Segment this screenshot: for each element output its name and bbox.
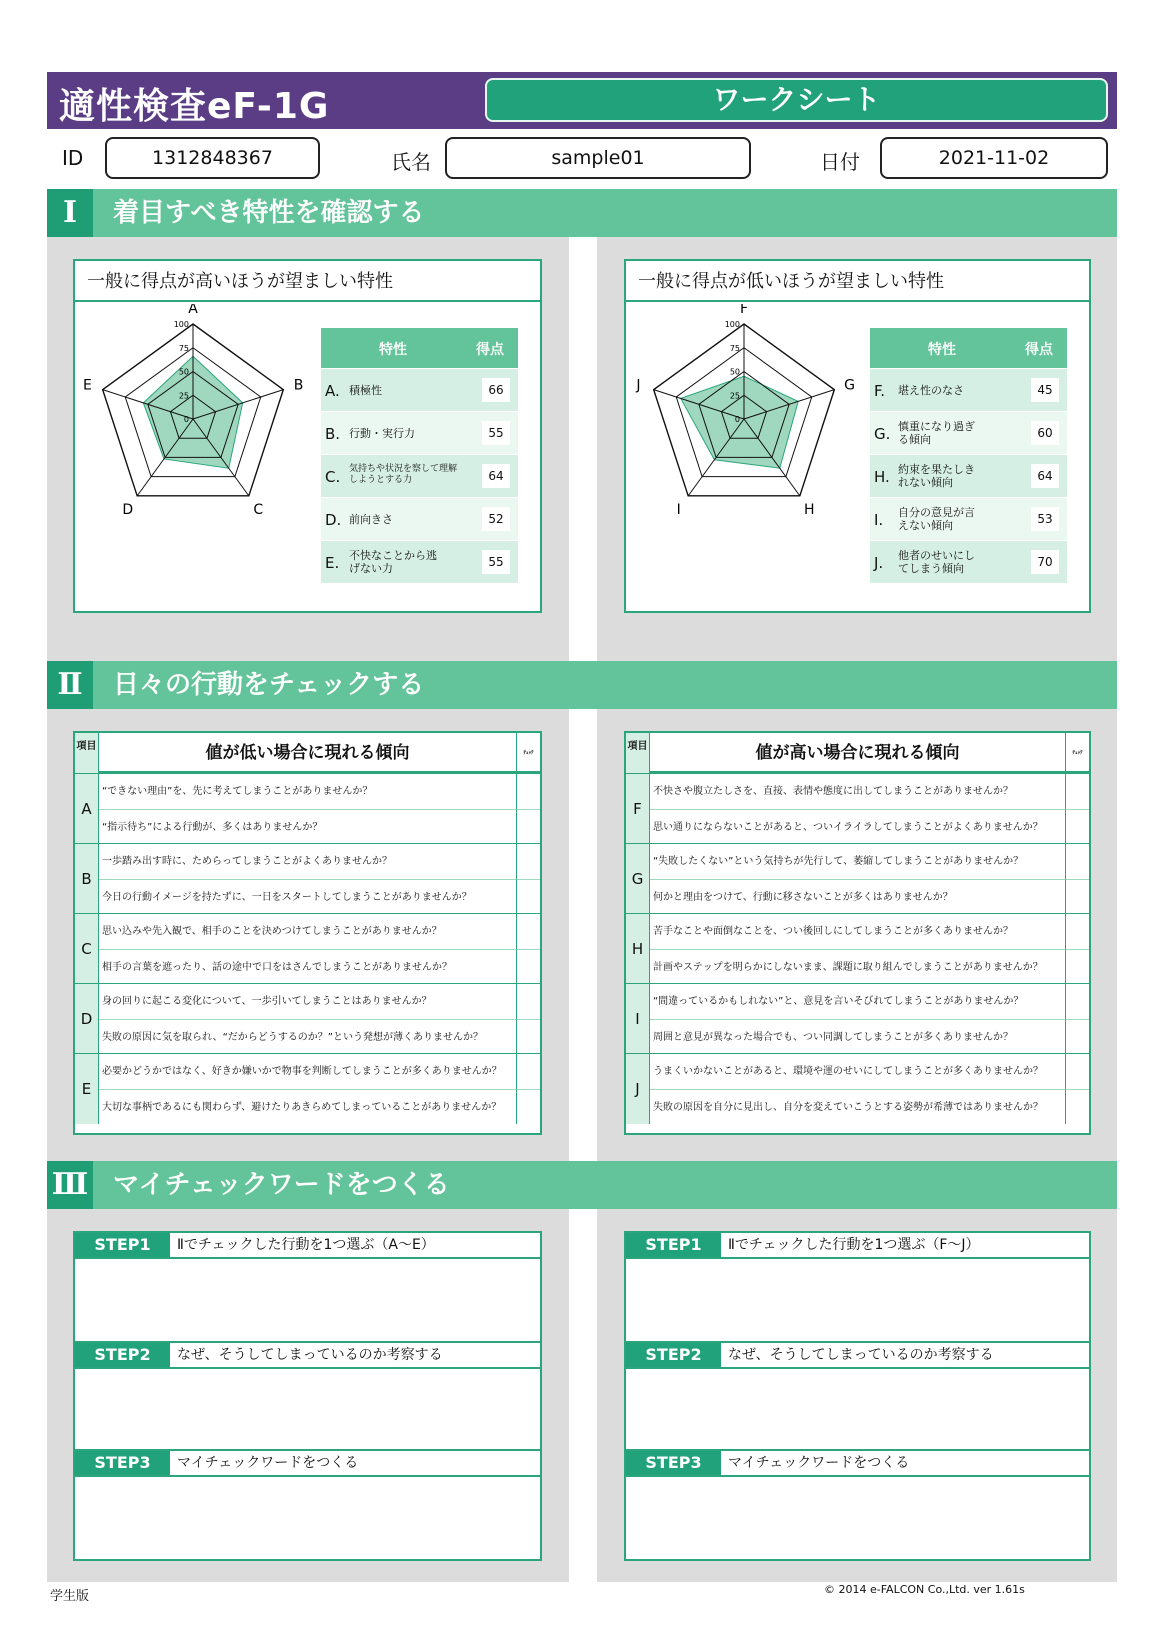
check-group-h [626, 913, 1089, 983]
check-item: 身の回りに起こる変化について、一歩引いてしまうことはありませんか？ [102, 996, 432, 1007]
checkbox[interactable] [516, 1089, 540, 1124]
group-key: C [75, 914, 99, 984]
check-column-header: ﾁｪｯｸ [1065, 733, 1089, 773]
radar-tick-label: 0 [734, 415, 740, 424]
checkbox[interactable] [1065, 1054, 1089, 1089]
step1-tag: STEP1 [626, 1233, 721, 1257]
trait-row-e [321, 540, 518, 583]
key-column-header: 項目 [626, 733, 650, 773]
step3-answer-area[interactable] [626, 1477, 1089, 1559]
trait-name: 前向きさ [349, 513, 393, 526]
radar-tick-label: 25 [178, 391, 189, 401]
low-trait-radar [626, 304, 856, 564]
check-item: “できない理由”を、先に考えてしまうことがありませんか？ [102, 786, 373, 797]
trait-name: 行動・実行力 [349, 427, 415, 440]
checkbox[interactable] [1065, 809, 1089, 844]
step-box-right [624, 1231, 1091, 1561]
date-field[interactable]: 2021-11-02 [880, 137, 1108, 179]
section-3-title: マイチェックワードをつくる [113, 1170, 450, 1200]
trait-name: 約束を果たしきれない傾向 [898, 463, 975, 489]
group-key: G [626, 844, 650, 914]
checkbox[interactable] [516, 844, 540, 879]
step2-tag: STEP2 [75, 1343, 170, 1367]
high-tendency-checklist [624, 731, 1091, 1135]
checkbox[interactable] [516, 1019, 540, 1054]
step3-text: マイチェックワードをつくる [177, 1455, 359, 1471]
group-key: A [75, 774, 99, 844]
trait-score: 60 [1031, 421, 1059, 445]
low-trait-table [870, 328, 1067, 583]
check-group-a [75, 773, 540, 843]
section-2-title: 日々の行動をチェックする [113, 670, 425, 700]
check-item: 不快さや腹立たしさを、直接、表情や態度に出してしまうことがありませんか？ [653, 786, 1013, 797]
trait-column-header: 特性 [928, 342, 956, 358]
trait-row-b [321, 411, 518, 454]
score-column-header: 得点 [1025, 342, 1053, 358]
section-1-title: 着目すべき特性を確認する [113, 198, 425, 228]
check-item: 失敗の原因を自分に見出し、自分を変えていこうとする姿勢が希薄ではありませんか？ [650, 1089, 1065, 1124]
radar-tick-label: 75 [729, 343, 740, 353]
trait-letter: F. [874, 382, 885, 400]
trait-name: 積極性 [349, 384, 382, 397]
trait-score: 66 [482, 378, 510, 402]
test-title: 適性検査eF-1G [59, 86, 330, 127]
step2-answer-area[interactable] [75, 1369, 540, 1449]
radar-tick-label: 0 [183, 415, 189, 424]
high-trait-panel [73, 259, 542, 613]
check-group-g [626, 843, 1089, 913]
trait-row-h [870, 454, 1067, 497]
step2-text: なぜ、そうしてしまっているのか考察する [177, 1347, 443, 1363]
group-key: H [626, 914, 650, 984]
check-group-i [626, 983, 1089, 1053]
high-trait-axis-label: C [253, 501, 264, 518]
checkbox[interactable] [516, 774, 540, 809]
high-trait-radar [75, 304, 305, 564]
section-3-number: Ⅲ [47, 1161, 93, 1209]
group-key: F [626, 774, 650, 844]
trait-letter: J. [874, 554, 884, 572]
checkbox[interactable] [516, 809, 540, 844]
id-field[interactable]: 1312848367 [105, 137, 320, 179]
check-item: 思い込みや先入観で、相手のことを決めつけてしまうことがありませんか？ [102, 926, 442, 937]
worksheet-label: ワークシート [485, 78, 1108, 122]
trait-name: 自分の意見が言えない傾向 [898, 506, 975, 532]
checkbox[interactable] [1065, 984, 1089, 1019]
trait-letter: A. [325, 382, 340, 400]
low-trait-panel [624, 259, 1091, 613]
trait-letter: I. [874, 511, 884, 529]
step2-bar [626, 1341, 1089, 1369]
checkbox[interactable] [1065, 1019, 1089, 1054]
trait-name: 堪え性のなさ [898, 384, 964, 397]
step3-tag: STEP3 [626, 1451, 721, 1475]
key-column-header: 項目 [75, 733, 99, 773]
radar-tick-label: 50 [729, 367, 740, 377]
step3-answer-area[interactable] [75, 1477, 540, 1559]
trait-letter: C. [325, 468, 341, 486]
checkbox[interactable] [1065, 1089, 1089, 1124]
checkbox[interactable] [1065, 774, 1089, 809]
low-trait-axis-label: J [636, 377, 641, 394]
check-item: 苦手なことや面倒なことを、つい後回しにしてしまうことが多くありませんか？ [653, 926, 1013, 937]
copyright: © 2014 e-FALCON Co.,Ltd. ver 1.61s [824, 1583, 1025, 1596]
trait-score: 55 [482, 421, 510, 445]
step1-tag: STEP1 [75, 1233, 170, 1257]
check-item: うまくいかないことがあると、環境や運のせいにしてしまうことが多くありませんか？ [653, 1066, 1043, 1077]
step2-text: なぜ、そうしてしまっているのか考察する [728, 1347, 994, 1363]
checklist-title: 値が高い場合に現れる傾向 [755, 743, 960, 763]
high-trait-heading: 一般に得点が高いほうが望ましい特性 [75, 261, 540, 302]
name-field[interactable]: sample01 [445, 137, 751, 179]
check-item: 一歩踏み出す時に、ためらってしまうことがよくありませんか？ [102, 856, 392, 867]
check-column-header: ﾁｪｯｸ [516, 733, 540, 773]
high-trait-axis-label: B [293, 377, 304, 394]
high-trait-table [321, 328, 518, 583]
check-group-b [75, 843, 540, 913]
trait-score: 52 [482, 507, 510, 531]
step-box-left [73, 1231, 542, 1561]
checkbox[interactable] [516, 914, 540, 949]
checkbox[interactable] [516, 879, 540, 914]
group-key: I [626, 984, 650, 1054]
checkbox[interactable] [1065, 879, 1089, 914]
table-header [321, 328, 518, 368]
step1-answer-area[interactable] [626, 1259, 1089, 1341]
header-bar [47, 72, 1117, 129]
trait-score: 45 [1031, 378, 1059, 402]
checkbox[interactable] [516, 984, 540, 1019]
check-item: “間違っているかもしれない”と、意見を言いそびれてしまうことがありませんか？ [653, 996, 1024, 1007]
radar-tick-label: 100 [173, 320, 189, 329]
low-tendency-checklist [73, 731, 542, 1135]
trait-letter: D. [325, 511, 342, 529]
low-trait-axis-label: F [739, 304, 749, 317]
low-trait-heading: 一般に得点が低いほうが望ましい特性 [626, 261, 1089, 302]
section-1-bar [47, 189, 1117, 237]
trait-column-header: 特性 [379, 342, 407, 358]
date-label: 日付 [820, 150, 860, 174]
trait-name: 不快なことから逃げない力 [349, 549, 437, 575]
high-trait-axis-label: D [122, 501, 134, 518]
check-group-c [75, 913, 540, 983]
trait-letter: B. [325, 425, 341, 443]
check-item: 相手の言葉を遮ったり、話の途中で口をはさんでしまうことがありませんか？ [99, 949, 516, 984]
step1-text: Ⅱでチェックした行動を1つ選ぶ（F〜J） [728, 1237, 980, 1253]
trait-letter: H. [874, 468, 890, 486]
trait-score: 55 [482, 550, 510, 574]
trait-letter: G. [874, 425, 891, 443]
trait-name: 他者のせいにしてしまう傾向 [898, 549, 975, 575]
low-trait-axis-label: G [844, 377, 855, 394]
trait-row-a [321, 368, 518, 411]
checklist-header [626, 733, 1089, 773]
check-group-d [75, 983, 540, 1053]
radar-tick-label: 75 [178, 343, 189, 353]
edition-label: 学生版 [50, 1589, 90, 1604]
group-key: J [626, 1054, 650, 1124]
low-trait-axis-label: I [676, 501, 681, 518]
trait-row-j [870, 540, 1067, 583]
group-key: D [75, 984, 99, 1054]
group-key: B [75, 844, 99, 914]
low-trait-axis-label: H [803, 501, 815, 518]
id-label: ID [62, 146, 84, 170]
trait-row-c [321, 454, 518, 497]
checkbox[interactable] [1065, 949, 1089, 984]
trait-row-f [870, 368, 1067, 411]
checkbox[interactable] [516, 1054, 540, 1089]
step1-text: Ⅱでチェックした行動を1つ選ぶ（A〜E） [177, 1237, 435, 1253]
high-trait-axis-label: E [83, 377, 92, 394]
name-label: 氏名 [391, 150, 431, 174]
step1-answer-area[interactable] [75, 1259, 540, 1341]
check-item: “指示待ち”による行動が、多くはありませんか？ [99, 809, 516, 844]
check-item: 計画やステップを明らかにしないまま、課題に取り組んでしまうことがありませんか？ [650, 949, 1065, 984]
trait-score: 53 [1031, 507, 1059, 531]
checklist-header [75, 733, 540, 773]
check-item: 周囲と意見が異なった場合でも、つい同調してしまうことが多くありませんか？ [650, 1019, 1065, 1054]
step1-bar [75, 1233, 540, 1259]
section-2-number: Ⅱ [47, 661, 93, 709]
section-3-bar [47, 1161, 1117, 1209]
checkbox[interactable] [1065, 914, 1089, 949]
trait-score: 64 [482, 464, 510, 488]
group-key: E [75, 1054, 99, 1124]
radar-tick-label: 50 [178, 367, 189, 377]
step3-bar [626, 1449, 1089, 1477]
step3-bar [75, 1449, 540, 1477]
radar-tick-label: 100 [724, 320, 740, 329]
step3-text: マイチェックワードをつくる [728, 1455, 910, 1471]
step2-bar [75, 1341, 540, 1369]
radar-tick-label: 25 [729, 391, 740, 401]
checklist-title: 値が低い場合に現れる傾向 [205, 743, 410, 763]
table-header [870, 328, 1067, 368]
trait-row-i [870, 497, 1067, 540]
check-group-e [75, 1053, 540, 1123]
score-column-header: 得点 [476, 342, 504, 358]
trait-name: 慎重になり過ぎる傾向 [898, 420, 975, 446]
check-item: 何かと理由をつけて、行動に移さないことが多くはありませんか？ [650, 879, 1065, 914]
high-trait-axis-label: A [188, 304, 198, 317]
step3-tag: STEP3 [75, 1451, 170, 1475]
check-item: 必要かどうかではなく、好きか嫌いかで物事を判断してしまうことが多くありませんか？ [102, 1066, 502, 1077]
check-item: 大切な事柄であるにも関わらず、避けたりあきらめてしまっていることがありませんか？ [99, 1089, 516, 1124]
section-2-bar [47, 661, 1117, 709]
trait-score: 64 [1031, 464, 1059, 488]
trait-score: 70 [1031, 550, 1059, 574]
trait-letter: E. [325, 554, 340, 572]
trait-row-g [870, 411, 1067, 454]
check-item: 失敗の原因に気を取られ、“だからどうするのか？”という発想が薄くありませんか？ [99, 1019, 516, 1054]
step2-tag: STEP2 [626, 1343, 721, 1367]
checkbox[interactable] [1065, 844, 1089, 879]
check-item: “失敗したくない”という気持ちが先行して、萎縮してしまうことがありませんか？ [653, 856, 1024, 867]
step1-bar [626, 1233, 1089, 1259]
check-group-j [626, 1053, 1089, 1123]
step2-answer-area[interactable] [626, 1369, 1089, 1449]
check-item: 思い通りにならないことがあると、ついイライラしてしまうことがよくありませんか？ [650, 809, 1065, 844]
check-group-f [626, 773, 1089, 843]
section-1-number: Ⅰ [47, 189, 93, 237]
trait-row-d [321, 497, 518, 540]
trait-name: 気持ちや状況を察して理解しようとする力 [349, 464, 458, 485]
checkbox[interactable] [516, 949, 540, 984]
check-item: 今日の行動イメージを持たずに、一日をスタートしてしまうことがありませんか？ [99, 879, 516, 914]
